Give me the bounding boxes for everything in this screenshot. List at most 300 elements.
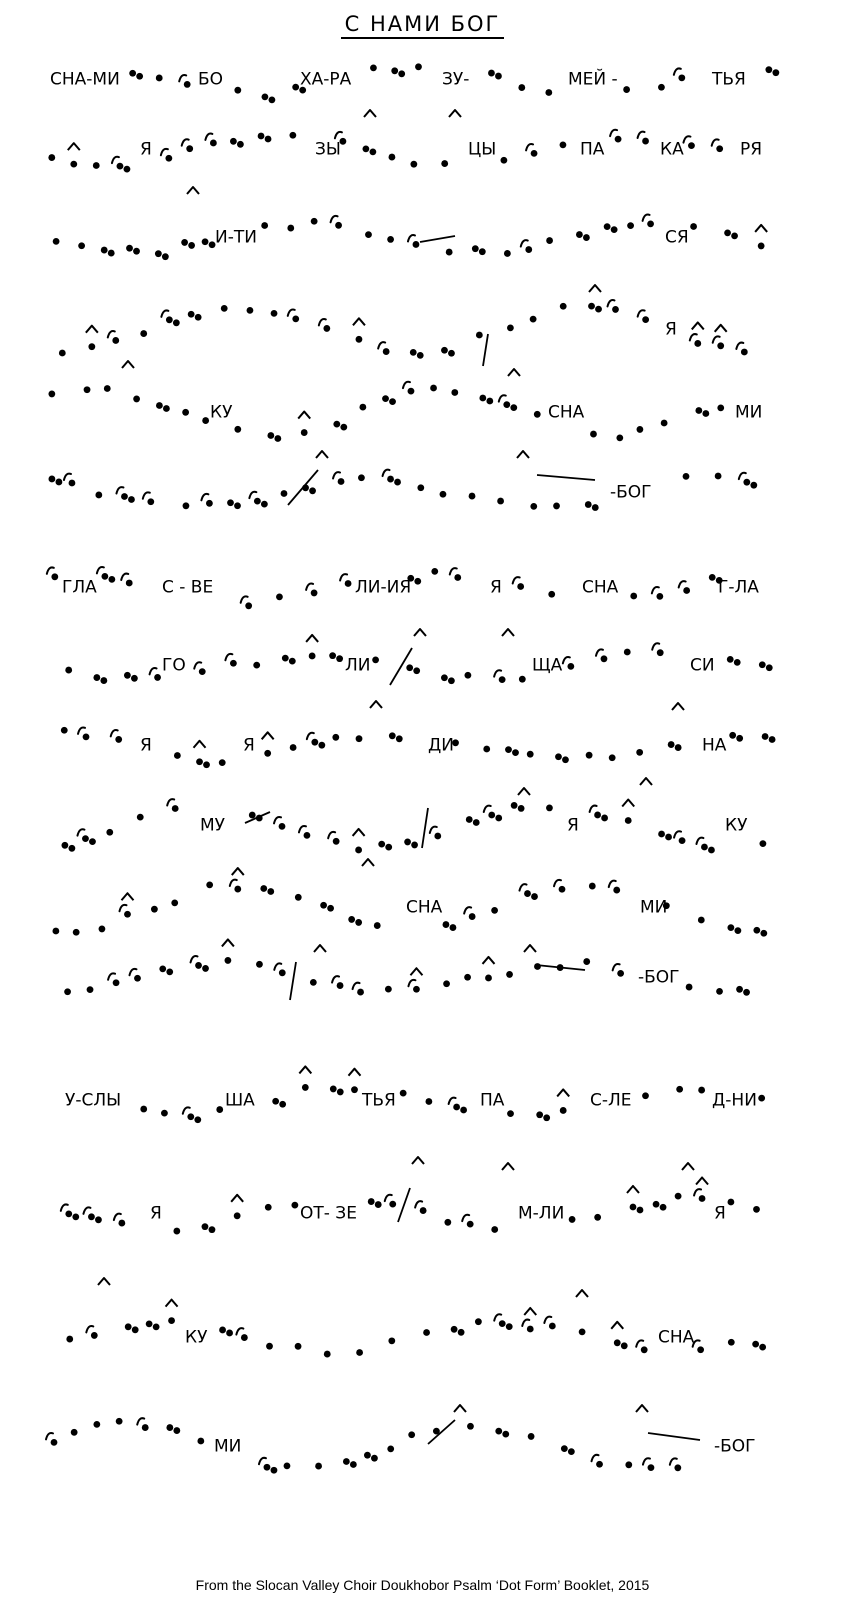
note-dot xyxy=(100,677,107,684)
lyric-syllable: -БОГ xyxy=(714,1436,756,1457)
note-dot xyxy=(126,245,133,252)
note-dot xyxy=(115,736,122,743)
slur-mark xyxy=(544,1317,551,1323)
connector-line xyxy=(420,236,455,242)
note-dot xyxy=(466,816,473,823)
slur-mark xyxy=(230,880,237,886)
note-dot xyxy=(391,67,398,74)
note-dot xyxy=(642,138,649,145)
note-dot xyxy=(469,913,476,920)
note-dot xyxy=(483,746,490,753)
note-dot xyxy=(311,590,318,597)
slur-mark xyxy=(554,880,561,886)
slur-mark xyxy=(328,832,335,838)
note-dot xyxy=(166,1424,173,1431)
note-dot xyxy=(254,498,261,505)
note-dot xyxy=(648,1464,655,1471)
accent-mark xyxy=(508,369,520,376)
note-dot xyxy=(116,1418,123,1425)
accent-mark xyxy=(449,110,461,117)
note-dot xyxy=(479,395,486,402)
accent-mark xyxy=(316,451,328,458)
note-dot xyxy=(448,350,455,357)
slur-mark xyxy=(161,310,168,316)
note-dot xyxy=(279,823,286,830)
accent-mark xyxy=(166,1300,178,1307)
note-dot xyxy=(559,886,566,893)
lyric-syllable: У-СЛЫ xyxy=(65,1090,122,1111)
note-dot xyxy=(166,968,173,975)
note-dot xyxy=(623,86,630,93)
accent-mark xyxy=(121,893,133,900)
slur-mark xyxy=(259,1458,266,1464)
slur-mark xyxy=(638,132,645,138)
note-dot xyxy=(661,420,668,427)
connector-line xyxy=(648,1433,700,1440)
note-dot xyxy=(495,1428,502,1435)
lyric-syllable: ЦЫ xyxy=(468,139,497,160)
note-dot xyxy=(146,1320,153,1327)
note-dot xyxy=(385,986,392,993)
note-dot xyxy=(364,1452,371,1459)
connector-line xyxy=(537,475,595,480)
slur-mark xyxy=(596,649,603,655)
note-dot xyxy=(530,503,537,510)
slur-mark xyxy=(119,905,126,911)
note-dot xyxy=(311,218,318,225)
note-dot xyxy=(417,352,424,359)
note-dot xyxy=(653,1201,660,1208)
note-dot xyxy=(665,834,672,841)
lyric-syllable: МИ xyxy=(735,402,763,423)
note-dot xyxy=(568,1448,575,1455)
slur-mark xyxy=(121,574,128,580)
note-dot xyxy=(389,154,396,161)
note-dot xyxy=(555,753,562,760)
note-dot xyxy=(267,888,274,895)
slur-mark xyxy=(167,799,174,805)
note-dot xyxy=(675,1193,682,1200)
note-dot xyxy=(271,310,278,317)
note-dot xyxy=(762,733,769,740)
note-dot xyxy=(769,736,776,743)
slur-mark xyxy=(47,567,54,573)
note-dot xyxy=(53,238,60,245)
note-dot xyxy=(396,735,403,742)
note-dot xyxy=(161,1110,168,1117)
slur-mark xyxy=(77,829,84,835)
note-dot xyxy=(586,752,593,759)
slur-mark xyxy=(643,214,650,220)
accent-mark xyxy=(627,1186,639,1193)
note-dot xyxy=(310,979,317,986)
lyric-syllable: ДИ xyxy=(428,735,454,756)
slur-mark xyxy=(450,568,457,574)
note-dot xyxy=(302,1084,309,1091)
note-dot xyxy=(609,754,616,761)
note-dot xyxy=(743,989,750,996)
accent-mark xyxy=(68,143,80,150)
note-dot xyxy=(491,1226,498,1233)
note-dot xyxy=(695,407,702,414)
note-dot xyxy=(694,340,701,347)
lyric-syllable: СНА xyxy=(548,402,585,423)
note-dot xyxy=(264,750,271,757)
note-dot xyxy=(315,1463,322,1470)
note-dot xyxy=(441,160,448,167)
note-dot xyxy=(340,424,347,431)
note-dot xyxy=(698,917,705,924)
note-dot xyxy=(369,148,376,155)
note-dot xyxy=(279,969,286,976)
lyric-syllable: ЛИ-ИЯ xyxy=(355,577,412,598)
slur-mark xyxy=(306,584,313,590)
note-dot xyxy=(743,479,750,486)
note-dot xyxy=(750,482,757,489)
note-dot xyxy=(753,927,760,934)
note-dot xyxy=(227,499,234,506)
slur-mark xyxy=(683,136,690,142)
note-dot xyxy=(759,661,766,668)
slur-mark xyxy=(299,826,306,832)
note-dot xyxy=(404,839,411,846)
note-dot xyxy=(724,230,731,237)
slur-mark xyxy=(333,472,340,478)
slur-mark xyxy=(521,240,528,246)
accent-mark xyxy=(692,322,704,329)
slur-mark xyxy=(201,494,208,500)
note-dot xyxy=(486,398,493,405)
note-dot xyxy=(444,1219,451,1226)
note-dot xyxy=(641,1346,648,1353)
slur-mark xyxy=(638,310,645,316)
accent-mark xyxy=(454,1405,466,1412)
lyric-syllable: МИ xyxy=(640,897,668,918)
note-dot xyxy=(71,1429,78,1436)
note-dot xyxy=(708,847,715,854)
note-dot xyxy=(709,574,716,581)
note-dot xyxy=(68,845,75,852)
note-dot xyxy=(219,1327,226,1334)
slur-mark xyxy=(183,1107,190,1113)
note-dot xyxy=(415,63,422,70)
note-dot xyxy=(56,479,63,486)
slur-mark xyxy=(46,1433,53,1439)
lyric-syllable: МУ xyxy=(200,815,226,836)
note-dot xyxy=(642,1092,649,1099)
note-dot xyxy=(717,342,724,349)
lyric-syllable: ГЛА xyxy=(62,577,97,598)
lyric-syllable: Я xyxy=(140,735,152,756)
note-dot xyxy=(237,141,244,148)
note-dot xyxy=(48,391,55,398)
note-dot xyxy=(173,319,180,326)
note-dot xyxy=(258,133,265,140)
note-dot xyxy=(451,1326,458,1333)
note-dot xyxy=(411,842,418,849)
note-dot xyxy=(476,332,483,339)
note-dot xyxy=(142,1424,149,1431)
note-dot xyxy=(443,921,450,928)
note-dot xyxy=(292,84,299,91)
note-dot xyxy=(688,142,695,149)
slur-mark xyxy=(696,838,703,844)
note-dot xyxy=(309,487,316,494)
note-dot xyxy=(594,812,601,819)
bar-line xyxy=(483,334,488,366)
note-dot xyxy=(387,1445,394,1452)
accent-mark xyxy=(348,1069,360,1076)
note-dot xyxy=(365,231,372,238)
slur-mark xyxy=(150,668,157,674)
slur-mark xyxy=(679,581,686,587)
note-dot xyxy=(282,655,289,662)
note-dot xyxy=(760,930,767,937)
note-dot xyxy=(265,136,272,143)
note-dot xyxy=(72,1213,79,1220)
note-dot xyxy=(410,161,417,168)
slur-mark xyxy=(274,963,281,969)
note-dot xyxy=(590,431,597,438)
lyric-syllable: СНА xyxy=(406,897,443,918)
note-dot xyxy=(637,426,644,433)
note-dot xyxy=(281,490,288,497)
slur-mark xyxy=(736,343,743,349)
lyric-syllable: СНА-МИ xyxy=(50,69,120,90)
note-dot xyxy=(241,1334,248,1341)
note-dot xyxy=(131,675,138,682)
note-dot xyxy=(287,225,294,232)
accent-mark xyxy=(370,701,382,708)
note-dot xyxy=(576,231,583,238)
slur-mark xyxy=(613,964,620,970)
note-dot xyxy=(256,961,263,968)
note-dot xyxy=(467,1221,474,1228)
note-dot xyxy=(518,805,525,812)
accent-mark xyxy=(672,703,684,710)
note-dot xyxy=(274,435,281,442)
slur-mark xyxy=(652,587,659,593)
slur-mark xyxy=(643,1458,650,1464)
lyric-syllable: ТЬЯ xyxy=(362,1090,396,1111)
note-dot xyxy=(261,222,268,229)
note-dot xyxy=(549,1323,556,1330)
slur-mark xyxy=(64,474,71,480)
lyric-syllable: СНА xyxy=(582,577,619,598)
note-dot xyxy=(475,1318,482,1325)
note-dot xyxy=(546,805,553,812)
note-dot xyxy=(579,1328,586,1335)
lyric-syllable: КА xyxy=(660,139,684,160)
note-dot xyxy=(595,306,602,313)
slur-mark xyxy=(191,956,198,962)
note-dot xyxy=(356,735,363,742)
note-dot xyxy=(469,493,476,500)
note-dot xyxy=(311,739,318,746)
accent-mark xyxy=(299,1066,311,1073)
note-dot xyxy=(678,74,685,81)
note-dot xyxy=(499,1320,506,1327)
note-dot xyxy=(536,1111,543,1118)
slur-mark xyxy=(205,134,212,140)
slur-mark xyxy=(522,1320,529,1326)
note-dot xyxy=(446,249,453,256)
note-dot xyxy=(495,73,502,80)
note-dot xyxy=(247,307,254,314)
note-dot xyxy=(400,1090,407,1097)
slur-mark xyxy=(249,492,256,498)
note-dot xyxy=(362,145,369,152)
note-dot xyxy=(734,659,741,666)
lyric-syllable: Г-ЛА xyxy=(718,577,759,598)
slur-mark xyxy=(137,1418,144,1424)
note-dot xyxy=(118,1220,125,1227)
accent-mark xyxy=(517,451,529,458)
note-dot xyxy=(262,94,269,101)
note-dot xyxy=(624,649,631,656)
note-dot xyxy=(304,832,311,839)
note-dot xyxy=(358,474,365,481)
note-dot xyxy=(171,899,178,906)
accent-mark xyxy=(122,361,134,368)
note-dot xyxy=(697,1346,704,1353)
lyric-syllable: -БОГ xyxy=(610,482,652,503)
note-dot xyxy=(699,1195,706,1202)
slur-mark xyxy=(609,881,616,887)
note-dot xyxy=(272,1098,279,1105)
note-dot xyxy=(485,975,492,982)
note-dot xyxy=(716,145,723,152)
note-dot xyxy=(199,668,206,675)
note-dot xyxy=(728,1339,735,1346)
note-dot xyxy=(88,343,95,350)
note-dot xyxy=(162,253,169,260)
note-dot xyxy=(389,1201,396,1208)
note-dot xyxy=(202,417,209,424)
note-dot xyxy=(727,656,734,663)
note-dot xyxy=(451,389,458,396)
note-dot xyxy=(132,1326,139,1333)
note-dot xyxy=(265,1204,272,1211)
note-dot xyxy=(683,473,690,480)
accent-mark xyxy=(414,629,426,636)
note-dot xyxy=(48,154,55,161)
note-dot xyxy=(601,655,608,662)
note-dot xyxy=(545,89,552,96)
note-dot xyxy=(531,150,538,157)
note-dot xyxy=(284,1462,291,1469)
note-dot xyxy=(406,664,413,671)
lyric-syllable: ОТ- ЗЕ xyxy=(300,1203,357,1224)
note-dot xyxy=(413,986,420,993)
note-dot xyxy=(560,141,567,148)
note-dot xyxy=(717,405,724,412)
note-dot xyxy=(184,81,191,88)
slur-mark xyxy=(592,1455,599,1461)
lyric-syllable: ПА xyxy=(480,1090,505,1111)
slur-mark xyxy=(225,654,232,660)
note-dot xyxy=(154,674,161,681)
note-dot xyxy=(356,1349,363,1356)
note-dot xyxy=(546,237,553,244)
note-dot xyxy=(398,70,405,77)
note-dot xyxy=(357,989,364,996)
lyric-syllable: Я xyxy=(714,1203,726,1224)
note-dot xyxy=(467,1423,474,1430)
accent-mark xyxy=(298,412,310,419)
accent-mark xyxy=(314,945,326,952)
note-dot xyxy=(560,303,567,310)
note-dot xyxy=(517,583,524,590)
note-dot xyxy=(503,401,510,408)
note-dot xyxy=(330,1086,337,1093)
lyric-syllable: ГО xyxy=(162,655,186,676)
note-dot xyxy=(495,815,502,822)
note-dot xyxy=(210,140,217,147)
note-dot xyxy=(69,480,76,487)
slur-mark xyxy=(97,567,104,573)
slur-mark xyxy=(236,1328,243,1334)
accent-mark xyxy=(715,325,727,332)
note-dot xyxy=(543,1114,550,1121)
note-dot xyxy=(234,502,241,509)
note-dot xyxy=(657,649,664,656)
note-dot xyxy=(758,1095,765,1102)
note-dot xyxy=(501,157,508,164)
note-dot xyxy=(216,1106,223,1113)
note-dot xyxy=(759,1344,766,1351)
note-dot xyxy=(165,155,172,162)
note-dot xyxy=(271,1467,278,1474)
note-dot xyxy=(506,1323,513,1330)
note-dot xyxy=(59,350,66,357)
lyric-syllable: НА xyxy=(702,735,727,756)
accent-mark xyxy=(187,187,199,194)
note-dot xyxy=(156,402,163,409)
note-dot xyxy=(230,138,237,145)
note-dot xyxy=(420,1207,427,1214)
note-dot xyxy=(168,1317,175,1324)
lyric-syllable: И-ТИ xyxy=(215,227,257,248)
note-dot xyxy=(113,979,120,986)
lyric-syllable: БО xyxy=(198,69,224,90)
note-dot xyxy=(464,672,471,679)
lyric-syllable: ТЬЯ xyxy=(712,69,746,90)
note-dot xyxy=(625,1461,632,1468)
note-dot xyxy=(698,1087,705,1094)
connector-line xyxy=(288,470,318,505)
note-dot xyxy=(589,883,596,890)
accent-mark xyxy=(557,1089,569,1096)
slur-mark xyxy=(129,969,136,975)
accent-mark xyxy=(576,1290,588,1297)
slur-mark xyxy=(114,1214,121,1220)
note-dot xyxy=(612,306,619,313)
note-dot xyxy=(291,1202,298,1209)
note-dot xyxy=(596,1461,603,1468)
note-dot xyxy=(289,132,296,139)
note-dot xyxy=(221,305,228,312)
note-dot xyxy=(183,502,190,509)
slur-mark xyxy=(464,907,471,913)
note-dot xyxy=(51,573,58,580)
note-dot xyxy=(195,314,202,321)
note-dot xyxy=(129,70,136,77)
slur-mark xyxy=(182,139,189,145)
note-dot xyxy=(336,655,343,662)
note-dot xyxy=(728,1199,735,1206)
slur-mark xyxy=(108,973,115,979)
